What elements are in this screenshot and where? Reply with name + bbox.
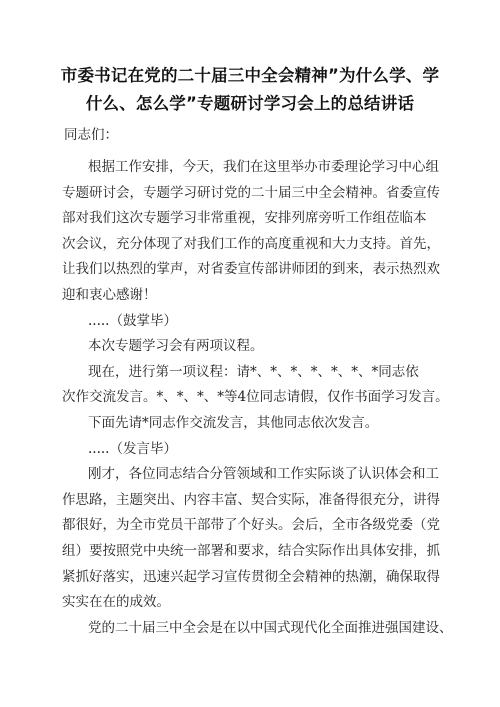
body-line: 实实在在的成效。 — [62, 594, 170, 611]
body-line: 次会议，充分体现了对我们工作的高度重视和大力支持。首先， — [62, 235, 440, 252]
body-line: .....（鼓掌毕） — [88, 312, 177, 329]
body-line: 专题研讨会，专题学习研讨党的二十届三中全会精神。省委宣传 — [62, 184, 440, 201]
body-line: 党的二十届三中全会是在以中国式现代化全面推进强国建设、 — [88, 619, 453, 636]
body-line: 本次专题学习会有两项议程。 — [88, 338, 264, 355]
body-line: 紧抓好落实，迅速兴起学习宣传贯彻全会精神的热潮，确保取得 — [62, 568, 440, 585]
body-line: 现在，进行第一项议程：请*、*、*、*、*、*、*同志依 — [88, 363, 419, 380]
speech-body — [62, 155, 453, 641]
body-line: .....（发言毕） — [88, 440, 177, 457]
body-line: 根据工作安排，今天，我们在这里举办市委理论学习中心组 — [88, 159, 439, 175]
body-line: 下面先请*同志作交流发言，其他同志依次发言。 — [88, 414, 379, 431]
body-line: 部对我们这次专题学习非常重视，安排列席旁听工作组莅临本 — [62, 210, 427, 227]
body-line: 让我们以热烈的掌声，对省委宣传部讲师团的到来，表示热烈欢 — [62, 261, 440, 278]
title-line-2: 什么、怎么学”专题研讨学习会上的总结讲话 — [85, 94, 415, 113]
title-line-1: 市委书记在党的二十届三中全会精神”为什么学、学 — [60, 66, 440, 85]
body-line: 都很好，为全市党员干部带了个好头。会后，全市各级党委（党 — [62, 517, 440, 534]
body-line: 组）要按照党中央统一部署和要求，结合实际作出具体安排，抓 — [62, 542, 440, 559]
body-line: 刚才，各位同志结合分管领域和工作实际谈了认识体会和工 — [88, 466, 439, 483]
body-line: 迎和衷心感谢！ — [62, 286, 157, 303]
body-line: 次作交流发言。*、*、*、*等4位同志请假，仅作书面学习发言。 — [62, 389, 449, 406]
salutation: 同志们： — [64, 127, 118, 143]
body-line: 作思路，主题突出、内容丰富、契合实际，准备得很充分，讲得 — [62, 491, 440, 508]
